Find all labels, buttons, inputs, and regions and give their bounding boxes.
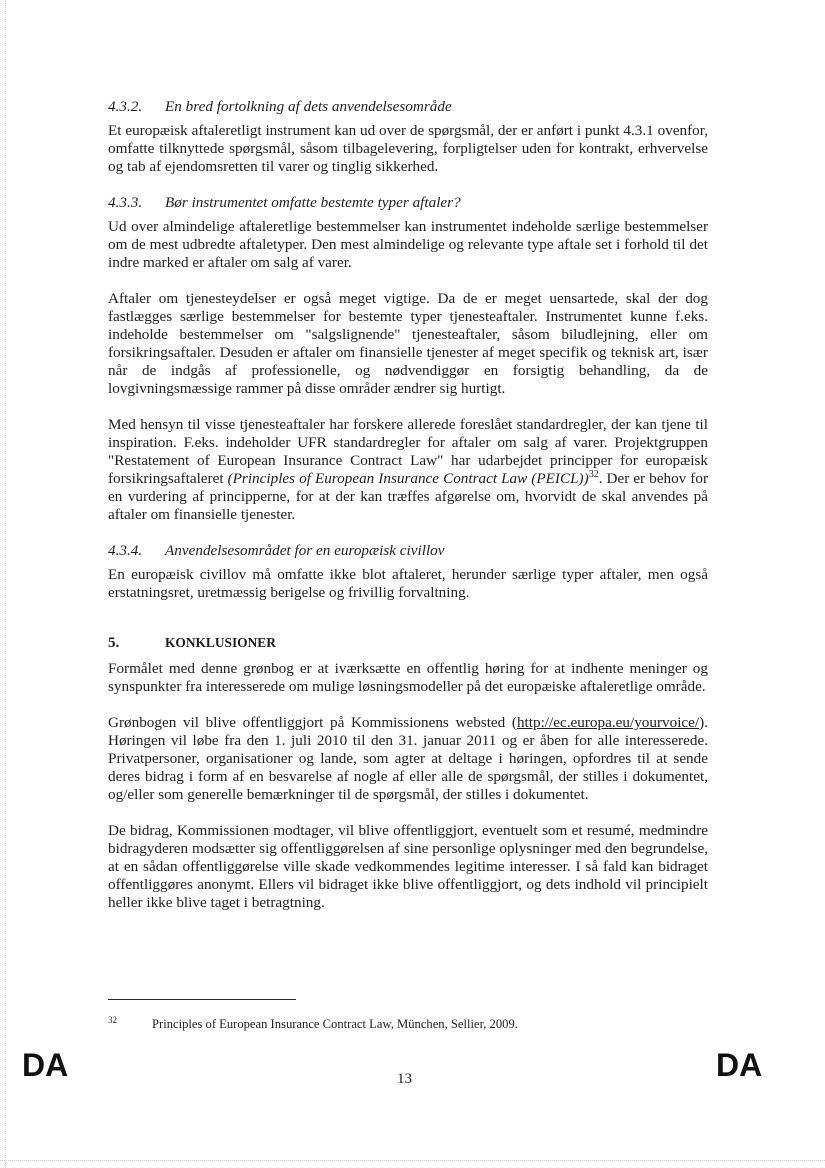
paragraph	[108, 416, 708, 524]
paragraph: De bidrag, Kommissionen modtager, vil blive offentliggjort, eventuelt som et resumé, medmindre bidragyderen modsætter sig offentliggørelsen af sine personlige oplysninger med den begrundelse, at en sådan offentliggørelse ville skade vedkommendes legitime interesser. I så fald kan bidraget offentliggøres anonymt. Ellers vil bidraget ikke blive offentliggjort, og dets indhold vil principielt heller ikke blive taget i betragtning.	[108, 822, 708, 911]
text-run: Med hensyn til visse tjenesteaftaler har forskere allerede foreslået standardregler, der kan tjene til inspiration. F.eks. indeholder UFR standardregler for aftaler om salg af varer. Projektgruppen "Restatement of European Insurance Contract Law" har udarbejdet principper for europæisk forsikringsaftaleret	[108, 416, 708, 487]
footnote: 32 Principles of European Insurance Contract Law, München, Sellier, 2009.	[108, 1014, 518, 1031]
heading-number: 4.3.2.	[108, 98, 143, 115]
paragraph	[108, 714, 708, 804]
paragraph: Aftaler om tjenesteydelser er også meget vigtige. Da de er meget uensartede, skal der dog fastlægges særlige bestemmelser for bestemte typer tjenesteaftaler. Instrumentet kunne f.eks. indeholde bestemmelser om "salgslignende" tjenesteaftaler, såsom biludlejning, eller om forsikringsaftaler. Desuden er aftaler om finansielle tjenester af meget specifik og teknisk art, især når de indgås af professionelle, og nødvendiggør en forsigtig behandling, da de lovgivningsmæssige rammer på disse områder ændrer sig hurtigt.	[108, 290, 708, 397]
language-code-left: DA	[22, 1047, 69, 1083]
italic-title: (Principles of European Insurance Contract Law (PEICL))	[227, 470, 589, 487]
heading-4-3-3	[108, 194, 708, 212]
heading-title: Anvendelsesområdet for en europæisk civillov	[165, 542, 445, 559]
website-link[interactable]: http://ec.europa.eu/yourvoice/	[516, 714, 700, 731]
scan-edge-bottom	[0, 1160, 825, 1161]
paragraph: Et europæisk aftaleretligt instrument kan ud over de spørgsmål, der er anført i punkt 4.3.1 ovenfor, omfatte tilknyttede spørgsmål, såsom tilbagelevering, forpligtelser uden for kontrakt, erhvervelse og tab af ejendomsretten til varer og tinglig sikkerhed.	[108, 122, 708, 175]
footnote-separator	[108, 999, 296, 1000]
document-page	[108, 98, 708, 930]
footnote-text: Principles of European Insurance Contract Law, München, Sellier, 2009.	[152, 1017, 518, 1031]
paragraph: En europæisk civillov må omfatte ikke blot aftaleret, herunder særlige typer aftaler, men også erstatningsret, uretmæssig berigelse og frivillig forvaltning.	[108, 566, 708, 601]
footnote-reference[interactable]: 32	[588, 468, 599, 480]
heading-title: KONKLUSIONER	[165, 635, 276, 650]
paragraph: Formålet med denne grønbog er at iværksætte en offentlig høring for at indhente meninger og synspunkter fra interesserede om mulige løsningsmodeller på det europæiske aftaleretlige område.	[108, 660, 708, 695]
scan-edge-left	[5, 0, 6, 1168]
text-run: ). Høringen vil løbe fra den 1. juli 2010 til den 31. januar 2011 og er åben for alle interesserede. Privatpersoner, organisationer og lande, som agter at deltage i høringen, opfordres til at sende deres bidrag i form af en besvarelse af nogle af eller alle de spørgsmål, der stilles i dokumentet, og/eller som generelle bemærkninger til de spørgsmål, der stilles i dokumentet.	[108, 714, 708, 803]
heading-title: Bør instrumentet omfatte bestemte typer aftaler?	[165, 194, 461, 211]
heading-title: En bred fortolkning af dets anvendelsesområde	[165, 98, 452, 115]
language-code-right: DA	[716, 1047, 763, 1083]
page-number: 13	[397, 1071, 412, 1087]
heading-4-3-4	[108, 542, 708, 560]
heading-5	[108, 634, 708, 652]
heading-4-3-2	[108, 98, 708, 116]
heading-number: 5.	[108, 635, 120, 651]
heading-number: 4.3.4.	[108, 542, 143, 559]
heading-number: 4.3.3.	[108, 194, 143, 211]
text-run: . Der er behov for en vurdering af principperne, for at der kan træffes afgørelse om, hvorvidt de skal anvendes på aftaler om finansielle tjenester.	[108, 470, 709, 523]
text-run: Grønbogen vil blive offentliggjort på Kommissionens websted (	[108, 714, 517, 731]
paragraph: Ud over almindelige aftaleretlige bestemmelser kan instrumentet indeholde særlige bestemmelser om de mest udbredte aftaletyper. Den mest almindelige og relevante type aftale set i forhold til det indre marked er aftaler om salg af varer.	[108, 218, 708, 271]
